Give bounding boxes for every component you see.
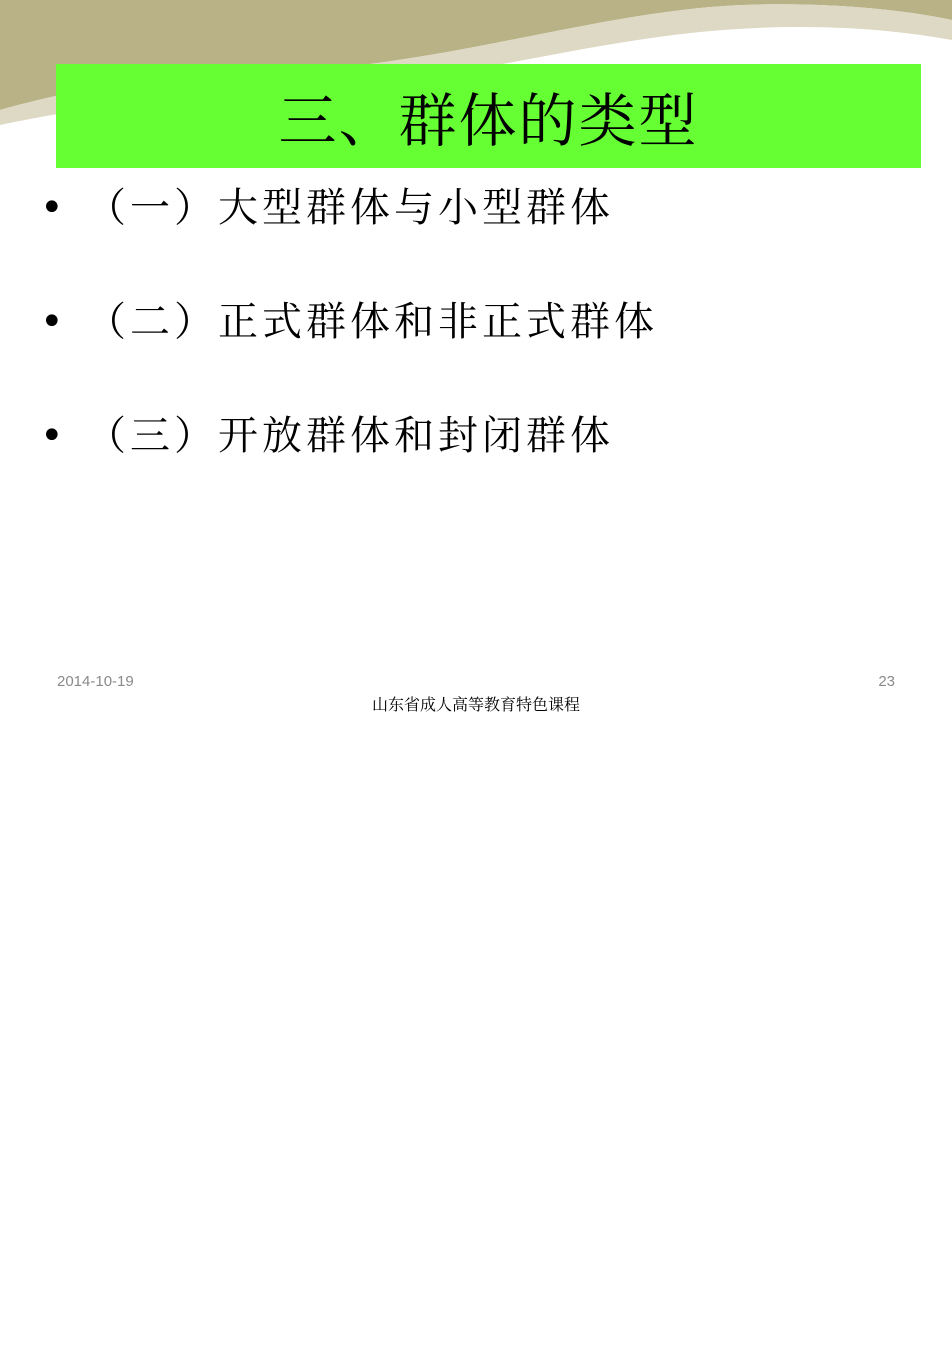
bullet-text: （二）正式群体和非正式群体 (86, 299, 658, 345)
footer-course-name: 山东省成人高等教育特色课程 (371, 695, 580, 714)
bullet-list (40, 180, 920, 522)
bullet-dot-icon: • (40, 299, 64, 345)
bullet-text: （三）开放群体和封闭群体 (86, 413, 614, 459)
bullet-dot-icon: • (40, 185, 64, 231)
bullet-text: （一）大型群体与小型群体 (86, 185, 614, 231)
footer-date: 2014-10-19 (57, 673, 134, 690)
bullet-item (40, 180, 920, 294)
slide-title-bar (56, 64, 921, 168)
footer-page-number: 23 (878, 673, 895, 690)
slide-title: 三、群体的类型 (278, 87, 699, 155)
bullet-item (40, 408, 920, 522)
bullet-item (40, 294, 920, 408)
bullet-dot-icon: • (40, 413, 64, 459)
